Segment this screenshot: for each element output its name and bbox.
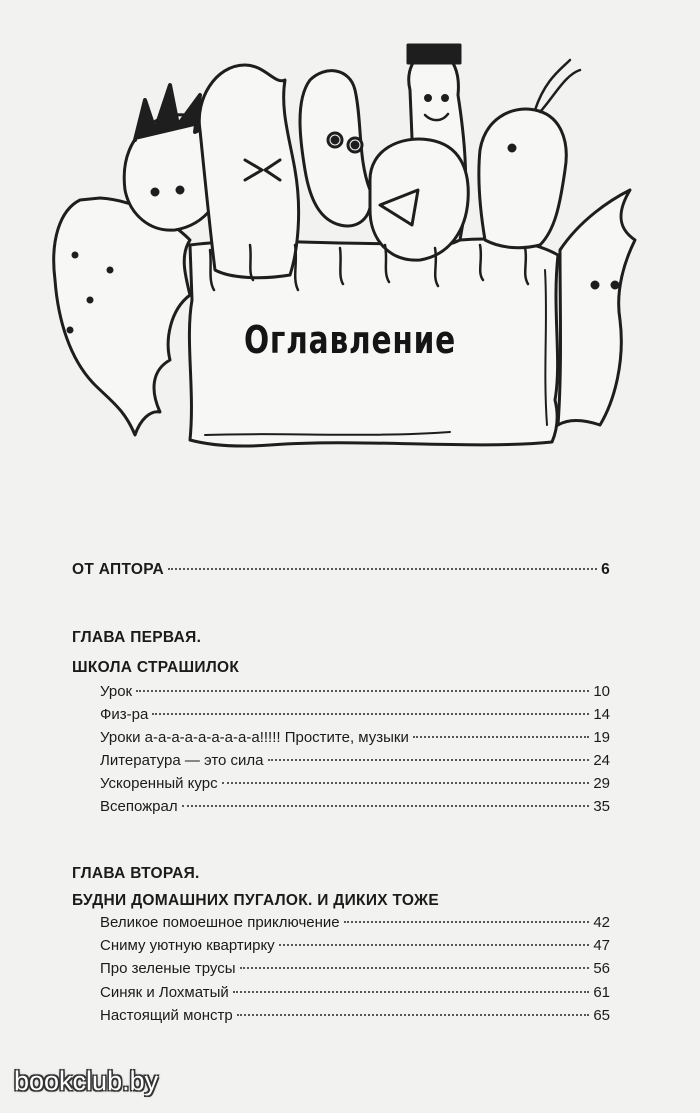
toc-page-number: 6 (601, 561, 610, 578)
toc-entry[interactable] (100, 729, 610, 751)
toc-entry[interactable] (100, 1007, 610, 1029)
toc-leader-dots (136, 690, 589, 692)
toc-entry-label: Настоящий монстр (100, 1007, 233, 1024)
toc-entry[interactable] (100, 914, 610, 936)
toc-entry[interactable] (100, 960, 610, 982)
toc-page-number: 29 (593, 775, 610, 792)
toc-page-number: 24 (593, 752, 610, 769)
toc-entry[interactable] (100, 706, 610, 728)
toc-leader-dots (413, 736, 589, 738)
toc-entry[interactable] (100, 798, 610, 820)
toc-leader-dots (182, 805, 590, 807)
site-watermark: bookclub.by (14, 1066, 159, 1096)
toc-entry[interactable] (100, 984, 610, 1006)
monster-ghost (370, 139, 468, 260)
toc-entry-label: Урок (100, 683, 133, 700)
toc-leader-dots (344, 921, 590, 923)
toc-entry[interactable] (100, 683, 610, 705)
toc-entry-intro[interactable] (72, 561, 610, 583)
chapter-1-title: ШКОЛА СТРАШИЛОК (72, 659, 240, 676)
toc-leader-dots (168, 568, 597, 570)
toc-entry-label: Физ-ра (100, 706, 149, 723)
monsters-banner-illustration (40, 40, 660, 470)
toc-entry-label: Про зеленые трусы (100, 960, 236, 977)
toc-entry-label: Ускоренный курс (100, 775, 218, 792)
toc-entry[interactable] (100, 752, 610, 774)
toc-entry-label: Всепожрал (100, 798, 178, 815)
toc-page-number: 10 (593, 683, 610, 700)
toc-page-number: 56 (593, 960, 610, 977)
toc-page-number: 47 (593, 937, 610, 954)
toc-page-number: 19 (593, 729, 610, 746)
page-title: Оглавление (243, 318, 457, 362)
chapter-2-heading: ГЛАВА ВТОРАЯ. (72, 865, 200, 882)
toc-leader-dots (237, 1014, 590, 1016)
toc-page-number: 61 (593, 984, 610, 1001)
toc-leader-dots (279, 944, 590, 946)
toc-entry[interactable] (100, 937, 610, 959)
monster-fin (558, 190, 635, 425)
toc-entry-label: Сниму уютную квартирку (100, 937, 275, 954)
toc-leader-dots (240, 967, 590, 969)
toc-entry-label: Синяк и Лохматый (100, 984, 229, 1001)
toc-leader-dots (268, 759, 590, 761)
toc-page-number: 65 (593, 1007, 610, 1024)
toc-page-number: 35 (593, 798, 610, 815)
toc-leader-dots (222, 782, 590, 784)
toc-entry[interactable] (100, 775, 610, 797)
toc-entry-label: Великое помоешное приключение (100, 914, 340, 931)
chapter-1-heading: ГЛАВА ПЕРВАЯ. (72, 629, 202, 646)
chapter-2-title: БУДНИ ДОМАШНИХ ПУГАЛОК. И ДИКИХ ТОЖЕ (72, 892, 439, 909)
toc-page-number: 14 (593, 706, 610, 723)
monster-tentacle (479, 109, 566, 248)
toc-leader-dots (233, 991, 590, 993)
toc-entry-label: Литература — это сила (100, 752, 264, 769)
monster-cactus (54, 198, 190, 435)
toc-leader-dots (152, 713, 589, 715)
toc-page-number: 42 (593, 914, 610, 931)
toc-entry-label: ОТ АПТОРА (72, 561, 164, 578)
toc-entry-label: Уроки а-а-а-а-а-а-а-а-а!!!!! Простите, музыки (100, 729, 409, 746)
